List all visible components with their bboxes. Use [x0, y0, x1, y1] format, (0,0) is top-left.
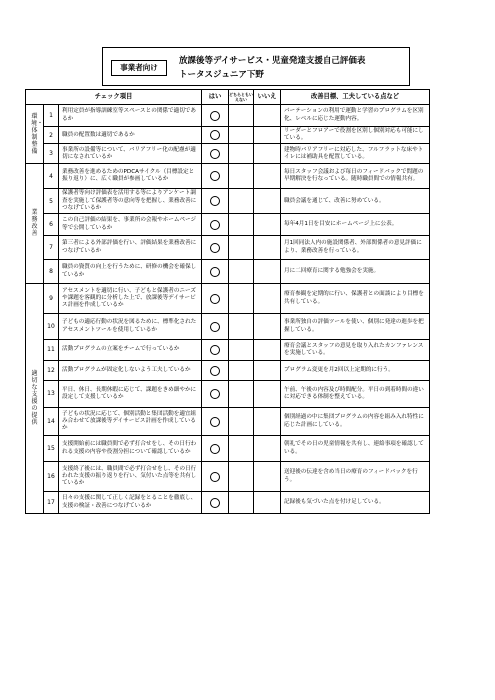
answer-yes-cell[interactable] [202, 164, 229, 189]
improvement-note: 午前、午後の内容及び時間配分。平日の到着時間の違いに対応できる体制を整えている。 [281, 381, 430, 408]
col-header-check: チェック項目 [26, 90, 202, 105]
check-item: 活動プログラムが固定化しないよう工夫しているか [59, 361, 202, 381]
row-number: 6 [44, 214, 59, 236]
check-item: アセスメントを適切に行い、子どもと保護者のニーズや課題を客観的に分析した上で、放課後等デイサービス計画を作成しているか [59, 284, 202, 314]
check-item: 保護者等向け評価表を活用する等によりアンケート調査を実施して保護者等の意向等を把握し、業務改善につなげているか [59, 189, 202, 214]
answer-neither-cell[interactable] [229, 462, 254, 492]
check-item: 子どもの状況に応じて、個別活動と集団活動を適宜組み合わせて放課後等デイサービス計画を作成しているか [59, 408, 202, 436]
table-row [26, 361, 430, 381]
answer-neither-cell[interactable] [229, 314, 254, 340]
table-row [26, 127, 430, 144]
answer-circle-icon [210, 243, 220, 253]
answer-circle-icon [210, 220, 220, 230]
table-row [26, 408, 430, 436]
answer-no-cell[interactable] [254, 340, 281, 361]
answer-circle-icon [210, 267, 220, 277]
row-number: 12 [44, 361, 59, 381]
check-item: 活動プログラムの立案をチームで行っているか [59, 340, 202, 361]
improvement-note: 月に二回療育に関する勉強会を実施。 [281, 260, 430, 284]
answer-neither-cell[interactable] [229, 436, 254, 462]
improvement-note: 事業所独自の評価ツールを使い、個別に発達の進歩を把握している。 [281, 314, 430, 340]
col-header-yes: はい [202, 90, 229, 105]
answer-no-cell[interactable] [254, 189, 281, 214]
answer-yes-cell[interactable] [202, 361, 229, 381]
answer-no-cell[interactable] [254, 214, 281, 236]
section-label [26, 284, 44, 514]
answer-yes-cell[interactable] [202, 492, 229, 514]
answer-no-cell[interactable] [254, 462, 281, 492]
answer-yes-cell[interactable] [202, 236, 229, 260]
answer-no-cell[interactable] [254, 236, 281, 260]
table-row [26, 492, 430, 514]
section-label [26, 164, 44, 284]
check-item: 事業所の設備等について、バリアフリー化の配慮が適切になされているか [59, 144, 202, 164]
answer-no-cell[interactable] [254, 492, 281, 514]
answer-no-cell[interactable] [254, 408, 281, 436]
improvement-note: 建物時バリアフリーに対応した、フルフラットな床やトイレには補助具を配置している。 [281, 144, 430, 164]
answer-no-cell[interactable] [254, 164, 281, 189]
answer-neither-cell[interactable] [229, 105, 254, 127]
row-number: 5 [44, 189, 59, 214]
table-row [26, 164, 430, 189]
answer-no-cell[interactable] [254, 436, 281, 462]
section-label-text: 適切な支援の提供 [31, 370, 38, 427]
table-header-row [26, 90, 430, 105]
table-row [26, 236, 430, 260]
answer-circle-icon [210, 366, 220, 376]
improvement-note: 記録後も気づいた点を付け足している。 [281, 492, 430, 514]
answer-yes-cell[interactable] [202, 260, 229, 284]
col-header-neither: どちらともいえない [229, 90, 254, 105]
answer-circle-icon [210, 417, 220, 427]
answer-yes-cell[interactable] [202, 214, 229, 236]
improvement-note: 職員会議を通じて、改善に努めている。 [281, 189, 430, 214]
improvement-note: 朝礼でその日の児童情報を共有し、連絡事項を確認している。 [281, 436, 430, 462]
row-number: 8 [44, 260, 59, 284]
check-item: 職員の資質の向上を行うために、研修の機会を確保しているか [59, 260, 202, 284]
answer-yes-cell[interactable] [202, 408, 229, 436]
check-item: 日々の支援に関して正しく記録をとることを徹底し、支援の検証・改善につなげているか [59, 492, 202, 514]
check-item: この自己評価の結果を、事業所の会報やホームページ等で公開しているか [59, 214, 202, 236]
section-label-text: 業務改善 [31, 209, 38, 238]
check-item: 平日、休日、長期休暇に応じて、課題をきめ細やかに設定して支援しているか [59, 381, 202, 408]
table-row [26, 144, 430, 164]
answer-no-cell[interactable] [254, 260, 281, 284]
row-number: 7 [44, 236, 59, 260]
answer-circle-icon [210, 196, 220, 206]
table-row [26, 260, 430, 284]
answer-no-cell[interactable] [254, 105, 281, 127]
improvement-note: 個別経過の中に集団プログラムの内容を組み入れ特性に応じた計画にしている。 [281, 408, 430, 436]
audience-tag: 事業者向け [111, 60, 167, 76]
answer-circle-icon [210, 111, 220, 121]
improvement-note: リーダーとフロアーで役割を区別し個別対応も可能にしている。 [281, 127, 430, 144]
improvement-note: プログラム変更を月2回以上定期的に行う。 [281, 361, 430, 381]
improvement-note: 毎日スタッフ会議および毎日のフィードバックで問題の早期解決を行なっている。随時職員間での情報共有。 [281, 164, 430, 189]
section-label-text: 環境・体制整備 [31, 112, 44, 155]
check-item: 子どもの適応行動の状況を図るために、標準化されたアセスメントツールを使用しているか [59, 314, 202, 340]
row-number: 16 [44, 462, 59, 492]
table-row [26, 436, 430, 462]
row-number: 11 [44, 340, 59, 361]
check-item: 支援開始前には職員間で必ず打合せをし、その日行われる支援の内容や役割分担について確認しているか [59, 436, 202, 462]
answer-no-cell[interactable] [254, 381, 281, 408]
answer-neither-cell[interactable] [229, 361, 254, 381]
answer-yes-cell[interactable] [202, 144, 229, 164]
improvement-note: パーテーションの利用で運動と学習のプログラムを区別化、レベルに応じた運動内容。 [281, 105, 430, 127]
answer-circle-icon [210, 389, 220, 399]
answer-no-cell[interactable] [254, 127, 281, 144]
answer-neither-cell[interactable] [229, 189, 254, 214]
answer-neither-cell[interactable] [229, 340, 254, 361]
answer-no-cell[interactable] [254, 144, 281, 164]
table-row [26, 462, 430, 492]
table-row [26, 105, 430, 127]
table-row [26, 189, 430, 214]
answer-circle-icon [210, 444, 220, 454]
improvement-note: 月1回同法人内の施設関係者、外部関係者の意見評価により、業務改善を行っている。 [281, 236, 430, 260]
row-number: 3 [44, 144, 59, 164]
answer-neither-cell[interactable] [229, 284, 254, 314]
answer-neither-cell[interactable] [229, 214, 254, 236]
check-item: 業務改善を進めるためのPDCAサイクル（目標設定と振り返り）に、広く職員が参画しているか [59, 164, 202, 189]
improvement-note: 療育参観を定期的に行い、保護者との面談により目標を共有している。 [281, 284, 430, 314]
answer-yes-cell[interactable] [202, 381, 229, 408]
col-header-improvement: 改善目標、工夫している点など [281, 90, 430, 105]
answer-neither-cell[interactable] [229, 260, 254, 284]
answer-yes-cell[interactable] [202, 284, 229, 314]
document-title: 放課後等デイサービス・児童発達支援自己評価表 [179, 56, 366, 66]
improvement-note: 毎年4月1日を目安にホームページ上に公表。 [281, 214, 430, 236]
facility-name: トータスジュニア下野 [179, 70, 264, 80]
row-number: 17 [44, 492, 59, 514]
table-row [26, 284, 430, 314]
row-number: 1 [44, 105, 59, 127]
answer-no-cell[interactable] [254, 314, 281, 340]
answer-neither-cell[interactable] [229, 127, 254, 144]
evaluation-table [25, 89, 430, 514]
table-row [26, 314, 430, 340]
answer-yes-cell[interactable] [202, 105, 229, 127]
table-row [26, 381, 430, 408]
row-number: 14 [44, 408, 59, 436]
row-number: 10 [44, 314, 59, 340]
answer-neither-cell[interactable] [229, 381, 254, 408]
answer-yes-cell[interactable] [202, 189, 229, 214]
table-row [26, 214, 430, 236]
improvement-note: 療育会議とスタッフの意見を取り入れたカンファレンスを実施している。 [281, 340, 430, 361]
answer-no-cell[interactable] [254, 361, 281, 381]
row-number: 9 [44, 284, 59, 314]
answer-circle-icon [210, 322, 220, 332]
answer-yes-cell[interactable] [202, 127, 229, 144]
answer-circle-icon [210, 472, 220, 482]
check-item: 職員の配置数は適切であるか [59, 127, 202, 144]
row-number: 15 [44, 436, 59, 462]
answer-neither-cell[interactable] [229, 408, 254, 436]
row-number: 13 [44, 381, 59, 408]
answer-neither-cell[interactable] [229, 164, 254, 189]
col-header-no: いいえ [254, 90, 281, 105]
document-header [102, 47, 410, 86]
improvement-note: 送迎後の伝達を含め当日の療育のフィードバックを行う。 [281, 462, 430, 492]
answer-circle-icon [210, 130, 220, 140]
answer-yes-cell[interactable] [202, 340, 229, 361]
row-number: 4 [44, 164, 59, 189]
answer-circle-icon [210, 294, 220, 304]
answer-circle-icon [210, 345, 220, 355]
answer-circle-icon [210, 149, 220, 159]
row-number: 2 [44, 127, 59, 144]
answer-neither-cell[interactable] [229, 144, 254, 164]
check-item: 第三者による外部評価を行い、評価結果を業務改善につなげているか [59, 236, 202, 260]
answer-neither-cell[interactable] [229, 236, 254, 260]
answer-neither-cell[interactable] [229, 492, 254, 514]
answer-circle-icon [210, 498, 220, 508]
answer-yes-cell[interactable] [202, 462, 229, 492]
answer-yes-cell[interactable] [202, 436, 229, 462]
table-row [26, 340, 430, 361]
answer-no-cell[interactable] [254, 284, 281, 314]
check-item: 利用定員が指導訓練室等スペースとの関係で適切であるか [59, 105, 202, 127]
section-label [26, 105, 44, 164]
check-item: 支援終了後には、職員間で必ず打合せをし、その日行われた支援の振り返りを行い、気付いた点等を共有しているか [59, 462, 202, 492]
answer-circle-icon [210, 171, 220, 181]
answer-yes-cell[interactable] [202, 314, 229, 340]
